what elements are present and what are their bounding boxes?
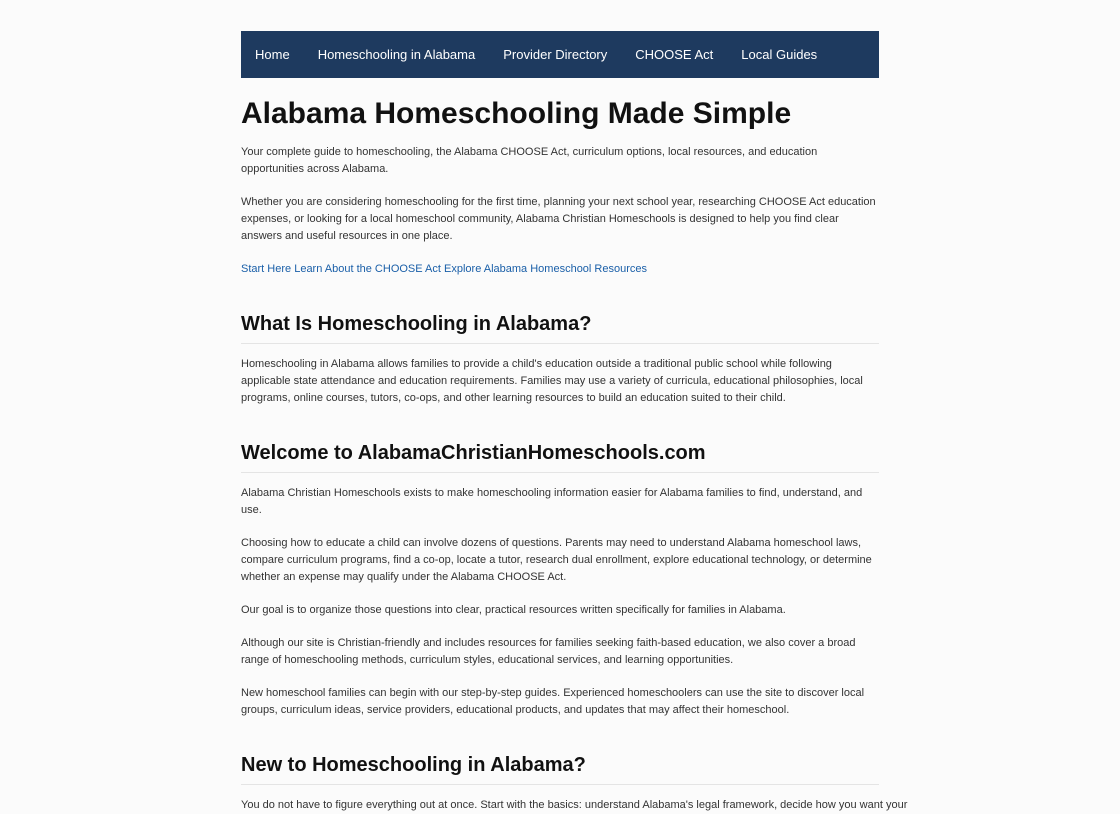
page-title: Alabama Homeschooling Made Simple <box>241 97 792 130</box>
nav-item-choose-act[interactable]: CHOOSE Act <box>635 47 714 62</box>
welcome-paragraph-4: Although our site is Christian-friendly and includes resources for families seeking faith-based education, we also cover a broad range of homeschooling methods, curriculum styles, educational services, and learning opportunities. <box>241 637 856 666</box>
main-nav <box>241 31 879 78</box>
what-is-paragraph: Homeschooling in Alabama allows families to provide a child's education outside a traditional public school while following applicable state attendance and education requirements. Families may use a variety of curricula, educational philosophies, local programs, online courses, tutors, co-ops, and other learning resources to build an education suited to their child. <box>241 358 863 404</box>
new-to-paragraph: You do not have to figure everything out at once. Start with the basics: understand Alabama's legal framework, decide how you want your <box>241 799 908 811</box>
choose-act-link[interactable]: Learn About the CHOOSE Act <box>294 263 441 275</box>
welcome-paragraph-2: Choosing how to educate a child can involve dozens of questions. Parents may need to understand Alabama homeschool laws, compare curriculum programs, find a co-op, locate a tutor, research dual enrollment, explore educational technology, or determine whether an expense may qualify under the Alabama CHOOSE Act. <box>241 537 872 583</box>
hero-body: Whether you are considering homeschooling for the first time, planning your next school year, researching CHOOSE Act education expenses, or looking for a local homeschool community, Alabama Christian Homeschools is designed to help you find clear answers and useful resources in one place. <box>241 196 876 242</box>
resources-link[interactable]: Explore Alabama Homeschool Resources <box>444 263 648 275</box>
welcome-paragraph-5: New homeschool families can begin with our step-by-step guides. Experienced homeschoolers can use the site to discover local groups, curriculum ideas, service providers, educational products, and updates that may affect their homeschool. <box>241 687 865 716</box>
section-heading-what-is: What Is Homeschooling in Alabama? <box>241 311 879 344</box>
nav-item-home[interactable]: Home <box>255 47 290 62</box>
welcome-paragraph-1: Alabama Christian Homeschools exists to make homeschooling information easier for Alabama families to find, understand, and use. <box>241 487 863 516</box>
nav-item-local-guides[interactable]: Local Guides <box>741 47 818 62</box>
hero-intro: Your complete guide to homeschooling, the Alabama CHOOSE Act, curriculum options, local resources, and education opportunities across Alabama. <box>241 146 818 175</box>
nav-item-homeschooling-in-alabama[interactable]: Homeschooling in Alabama <box>317 47 476 62</box>
section-heading-new-to: New to Homeschooling in Alabama? <box>241 752 879 785</box>
nav-item-provider-directory[interactable]: Provider Directory <box>503 47 608 62</box>
hero-links <box>241 261 879 278</box>
start-here-link[interactable]: Start Here <box>241 263 292 275</box>
welcome-paragraph-3: Our goal is to organize those questions into clear, practical resources written specifically for families in Alabama. <box>241 604 786 616</box>
section-heading-welcome: Welcome to AlabamaChristianHomeschools.com <box>241 440 879 473</box>
main-content <box>241 94 908 814</box>
